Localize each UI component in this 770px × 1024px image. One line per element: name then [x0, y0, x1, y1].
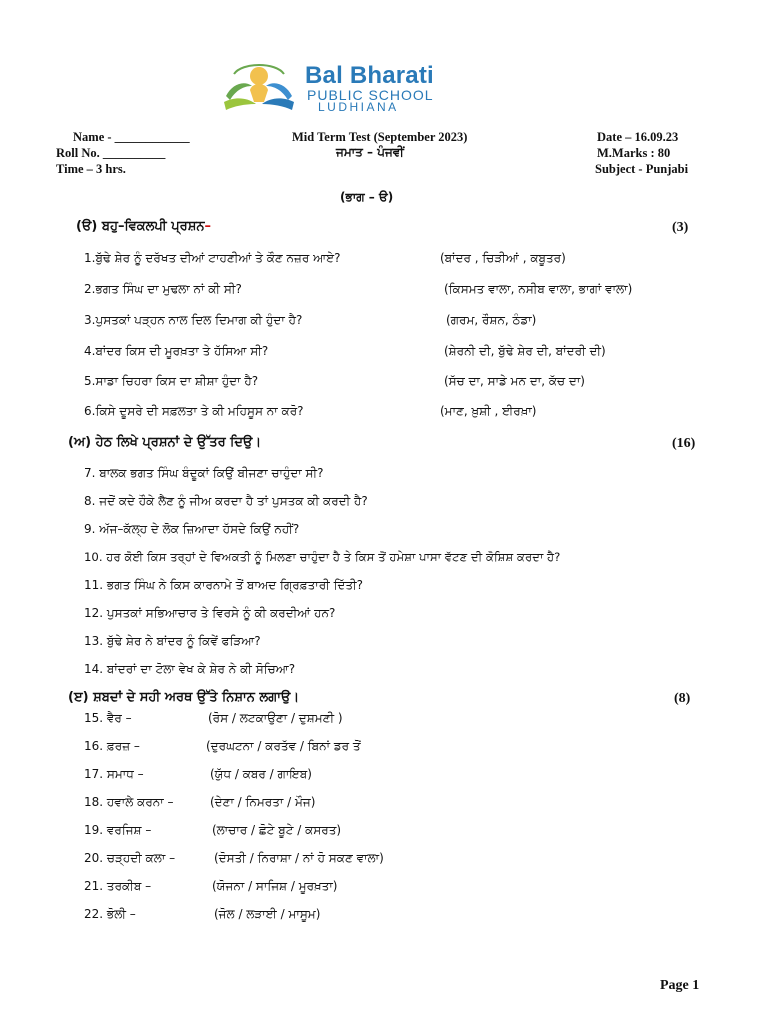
question-17-options: (ਯੁੱਧ / ਕਬਰ / ਗਾਇਬ): [210, 767, 312, 781]
max-marks: M.Marks : 80: [597, 146, 671, 160]
section-a-title: (ੳ) ਬਹੁ–ਵਿਕਲਪੀ ਪ੍ਰਸ਼ਨ–: [76, 219, 211, 234]
section-b-title: (ਅ) ਹੇਠ ਲਿਖੇ ਪ੍ਰਸ਼ਨਾਂ ਦੇ ਉੱਤਰ ਦਿਉ।: [68, 435, 262, 450]
school-name-line2: PUBLIC SCHOOL: [307, 87, 434, 103]
section-c-marks: (8): [674, 691, 691, 706]
exam-time: Time – 3 hrs.: [56, 162, 126, 176]
question-18: 18. ਹਵਾਲੇ ਕਰਨਾ –: [84, 795, 174, 809]
question-8: 8. ਜਦੋਂ ਕਦੇ ਹੌਕੇ ਲੈਣ ਨੂੰ ਜੀਅ ਕਰਦਾ ਹੈ ਤਾਂ ਪੁਸਤਕ ਕੀ ਕਰਦੀ ਹੈ?: [84, 494, 368, 508]
question-3-options: (ਗਰਮ, ਰੌਸ਼ਨ, ਠੰਡਾ): [446, 313, 537, 327]
school-name: Bal Bharati: [305, 62, 434, 89]
question-2-options: (ਕਿਸਮਤ ਵਾਲਾ, ਨਸੀਬ ਵਾਲਾ, ਭਾਗਾਂ ਵਾਲਾ): [444, 282, 633, 296]
question-11: 11. ਭਗਤ ਸਿੰਘ ਨੇ ਕਿਸ ਕਾਰਨਾਮੇ ਤੋਂ ਬਾਅਦ ਗ੍ਰਿਫ਼ਤਾਰੀ ਦਿੱਤੀ?: [84, 578, 364, 592]
question-5: 5.ਸਾਡਾ ਚਿਹਰਾ ਕਿਸ ਦਾ ਸ਼ੀਸ਼ਾ ਹੁੰਦਾ ਹੈ?: [84, 374, 259, 388]
question-1-options: (ਬਾਂਦਰ , ਚਿੜੀਆਂ , ਕਬੂਤਰ): [440, 251, 566, 265]
question-6-options: (ਮਾਣ, ਖ਼ੁਸ਼ੀ , ਈਰਖ਼ਾ): [440, 404, 537, 418]
question-15: 15. ਵੈਰ –: [84, 711, 132, 725]
question-12: 12. ਪੁਸਤਕਾਂ ਸਭਿਆਚਾਰ ਤੇ ਵਿਰਸੇ ਨੂੰ ਕੀ ਕਰਦੀਆਂ ਹਨ?: [84, 606, 336, 620]
question-6: 6.ਕਿਸੇ ਦੂਸਰੇ ਦੀ ਸਫ਼ਲਤਾ ਤੇ ਕੀ ਮਹਿਸੂਸ ਨਾ ਕਰੋ?: [84, 404, 304, 418]
question-4: 4.ਬਾਂਦਰ ਕਿਸ ਦੀ ਮੂਰਖ਼ਤਾ ਤੇ ਹੱਸਿਆ ਸੀ?: [84, 344, 269, 358]
question-1: 1.ਬੁੱਢੇ ਸ਼ੇਰ ਨੂੰ ਦਰੱਖਤ ਦੀਆਂ ਟਾਹਣੀਆਂ ਤੇ ਕੌਣ ਨਜ਼ਰ ਆਏ?: [84, 251, 341, 265]
subject: Subject - Punjabi: [595, 162, 689, 176]
section-a-marks: (3): [672, 220, 689, 235]
question-5-options: (ਸੱਚ ਦਾ, ਸਾਡੇ ਮਨ ਦਾ, ਕੱਚ ਦਾ): [444, 374, 585, 388]
question-7: 7. ਬਾਲਕ ਭਗਤ ਸਿੰਘ ਬੰਦੂਕਾਂ ਕਿਉਂ ਬੀਜਣਾ ਚਾਹੁੰਦਾ ਸੀ?: [84, 466, 324, 480]
roll-number-field: Roll No. __________: [56, 146, 166, 160]
question-21-options: (ਯੋਜਨਾ / ਸਾਜਿਸ਼ / ਮੂਰਖ਼ਤਾ): [212, 879, 338, 893]
question-20-options: (ਦੋਸਤੀ / ਨਿਰਾਸ਼ਾ / ਨਾਂ ਹੋ ਸਕਣ ਵਾਲਾ): [214, 851, 384, 865]
school-city: LUDHIANA: [318, 100, 399, 114]
name-field: Name - ____________: [73, 130, 190, 144]
question-22: 22. ਭੋਲੀ –: [84, 907, 136, 921]
question-3: 3.ਪੁਸਤਕਾਂ ਪੜ੍ਹਨ ਨਾਲ ਦਿਲ ਦਿਮਾਗ ਕੀ ਹੁੰਦਾ ਹੈ?: [84, 313, 303, 327]
section-c-title: (ੲ) ਸ਼ਬਦਾਂ ਦੇ ਸਹੀ ਅਰਥ ਉੱਤੇ ਨਿਸ਼ਾਨ ਲਗਾਉ।: [68, 690, 300, 705]
question-2: 2.ਭਗਤ ਸਿੰਘ ਦਾ ਮੁਢਲਾ ਨਾਂ ਕੀ ਸੀ?: [84, 282, 242, 296]
question-15-options: (ਰੋਸ / ਲਟਕਾਉਣਾ / ਦੁਸ਼ਮਣੀ ): [208, 711, 343, 725]
question-16: 16. ਫ਼ਰਜ਼ –: [84, 739, 140, 753]
school-logo-emblem: [222, 56, 296, 118]
test-title: Mid Term Test (September 2023): [292, 130, 468, 144]
question-21: 21. ਤਰਕੀਬ –: [84, 879, 152, 893]
question-22-options: (ਜੋਲ / ਲੜਾਈ / ਮਾਸੂਮ): [214, 907, 321, 921]
section-b-marks: (16): [672, 436, 696, 451]
question-18-options: (ਦੇਣਾ / ਨਿਮਰਤਾ / ਮੌਜ): [210, 795, 316, 809]
question-19: 19. ਵਰਜਿਸ਼ –: [84, 823, 152, 837]
question-13: 13. ਬੁੱਢੇ ਸ਼ੇਰ ਨੇ ਬਾਂਦਰ ਨੂੰ ਕਿਵੇਂ ਫੜਿਆ?: [84, 634, 261, 648]
question-19-options: (ਲਾਚਾਰ / ਛੋਟੇ ਬੂਟੇ / ਕਸਰਤ): [212, 823, 342, 837]
class-label: ਜਮਾਤ – ਪੰਜਵੀਂ: [336, 145, 404, 159]
question-10: 10. ਹਰ ਕੋਈ ਕਿਸ ਤਰ੍ਹਾਂ ਦੇ ਵਿਅਕਤੀ ਨੂੰ ਮਿਲਣਾ ਚਾਹੁੰਦਾ ਹੈ ਤੇ ਕਿਸ ਤੋਂ ਹਮੇਸ਼ਾ ਪਾਸਾ ਵੱਟਣ ਦੀ ਕੋਸ਼ਿਸ਼ ਕਰਦਾ ਹੈ?: [84, 550, 561, 564]
question-9: 9. ਅੱਜ–ਕੱਲ੍ਹ ਦੇ ਲੋਕ ਜ਼ਿਆਦਾ ਹੱਸਦੇ ਕਿਉਂ ਨਹੀਂ?: [84, 522, 300, 536]
page-number: Page 1: [660, 978, 700, 993]
question-4-options: (ਸ਼ੇਰਨੀ ਦੀ, ਬੁੱਢੇ ਸ਼ੇਰ ਦੀ, ਬਾਂਦਰੀ ਦੀ): [444, 344, 606, 358]
question-16-options: (ਦੁਰਘਟਨਾ / ਕਰਤੱਵ / ਬਿਨਾਂ ਡਰ ਤੋਂ: [206, 739, 361, 753]
question-17: 17. ਸਮਾਧ –: [84, 767, 144, 781]
question-14: 14. ਬਾਂਦਰਾਂ ਦਾ ਟੋਲਾ ਵੇਖ ਕੇ ਸ਼ੇਰ ਨੇ ਕੀ ਸੋਚਿਆ?: [84, 662, 296, 676]
part-heading: (ਭਾਗ – ੳ): [340, 190, 394, 204]
exam-date: Date – 16.09.23: [597, 130, 679, 144]
question-20: 20. ਚੜ੍ਹਦੀ ਕਲਾ –: [84, 851, 176, 865]
